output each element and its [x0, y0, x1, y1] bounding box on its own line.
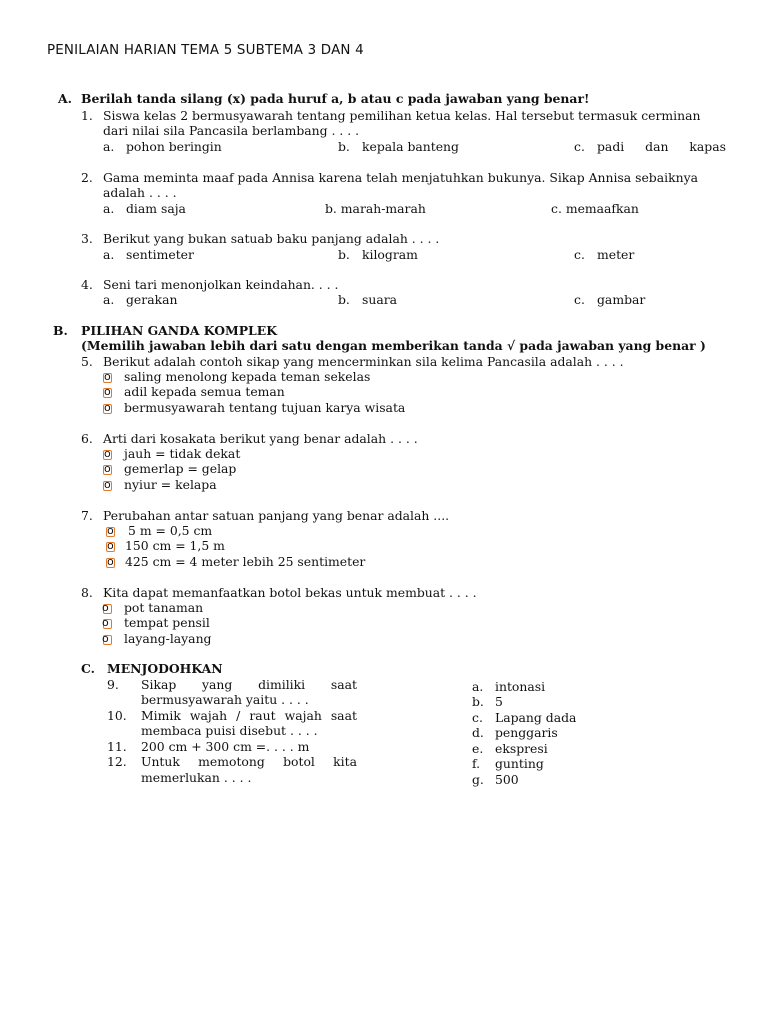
- word: /: [236, 708, 241, 723]
- question-text: Berikut yang bukan satuab baku panjang adalah . . . .: [103, 231, 440, 246]
- section-a-heading: Berilah tanda silang (x) pada huruf a, b atau c pada jawaban yang benar!: [81, 91, 590, 106]
- checkbox-option-text: saling menolong kepada teman sekelas: [124, 369, 371, 384]
- answer-text: penggaris: [495, 725, 558, 740]
- question-number: 5.: [81, 354, 93, 369]
- bullet-glyph: o: [104, 385, 111, 398]
- checkbox-option-text: 5 m = 0,5 cm: [128, 523, 213, 538]
- answer-key: e.: [472, 741, 484, 756]
- word: raut: [249, 708, 276, 723]
- bullet-glyph: o: [107, 539, 114, 552]
- option-key: c.: [574, 292, 585, 307]
- question-number: 8.: [81, 585, 93, 600]
- option-key: a.: [103, 201, 115, 216]
- answer-key: g.: [472, 772, 484, 787]
- bullet-glyph: o: [107, 555, 114, 568]
- section-c-label: C.: [81, 661, 95, 676]
- question-text: memerlukan . . . .: [141, 770, 252, 785]
- question-number: 4.: [81, 277, 93, 292]
- bullet-glyph: o: [104, 370, 111, 383]
- answer-key: b.: [472, 694, 484, 709]
- answer-key: c.: [472, 710, 483, 725]
- word: Mimik: [141, 708, 181, 723]
- question-number: 12.: [107, 754, 127, 769]
- section-b-label: B.: [53, 323, 68, 338]
- option-text: gambar: [597, 292, 646, 307]
- question-text: Siswa kelas 2 bermusyawarah tentang pemilihan ketua kelas. Hal tersebut termasuk cerminan: [103, 108, 701, 123]
- word: saat: [330, 677, 357, 692]
- word: saat: [330, 708, 357, 723]
- option-text: pohon beringin: [126, 139, 222, 154]
- question-text: bermusyawarah yaitu . . . .: [141, 692, 309, 707]
- section-c-heading: MENJODOHKAN: [107, 661, 223, 676]
- question-number: 10.: [107, 708, 127, 723]
- word: wajah: [189, 708, 228, 723]
- bullet-glyph: o: [102, 616, 109, 629]
- bullet-glyph: o: [104, 462, 111, 475]
- option-key: b.: [338, 139, 350, 154]
- question-text: adalah . . . .: [103, 185, 177, 200]
- word: kita: [333, 754, 357, 769]
- question-number: 9.: [107, 677, 119, 692]
- answer-key: d.: [472, 725, 484, 740]
- bullet-glyph: o: [104, 401, 111, 414]
- answer-text: 5: [495, 694, 503, 709]
- word: wajah: [284, 708, 322, 723]
- option-text: kilogram: [362, 247, 418, 262]
- bullet-glyph: o: [104, 447, 111, 460]
- option-key: a.: [103, 292, 115, 307]
- section-a-label: A.: [58, 91, 72, 106]
- question-text: membaca puisi disebut . . . .: [141, 723, 318, 738]
- option-text: kepala banteng: [362, 139, 459, 154]
- option-key: b.: [338, 292, 350, 307]
- checkbox-option-text: tempat pensil: [124, 615, 210, 630]
- option-text: sentimeter: [126, 247, 194, 262]
- bullet-glyph: o: [104, 478, 111, 491]
- checkbox-option-text: jauh = tidak dekat: [124, 446, 241, 461]
- bullet-glyph: o: [102, 601, 109, 614]
- option-text: meter: [597, 247, 635, 262]
- question-text-justified: [141, 754, 357, 769]
- answer-key: f.: [472, 756, 481, 771]
- question-text-justified: [141, 708, 357, 723]
- checkbox-option-text: gemerlap = gelap: [124, 461, 237, 476]
- checkbox-option-text: nyiur = kelapa: [124, 477, 217, 492]
- answer-text: gunting: [495, 756, 544, 771]
- question-number: 11.: [107, 739, 127, 754]
- word: Sikap: [141, 677, 177, 692]
- option-text: diam saja: [126, 201, 186, 216]
- option-key: c.: [574, 247, 585, 262]
- word: Untuk: [141, 754, 180, 769]
- word: memotong: [198, 754, 265, 769]
- option-key: c.: [574, 139, 585, 154]
- question-text: Berikut adalah contoh sikap yang mencerminkan sila kelima Pancasila adalah . . . .: [103, 354, 624, 369]
- question-number: 3.: [81, 231, 93, 246]
- answer-text: intonasi: [495, 679, 546, 694]
- question-text: Perubahan antar satuan panjang yang benar adalah ....: [103, 508, 450, 523]
- checkbox-option-text: pot tanaman: [124, 600, 204, 615]
- section-b-subheading: (Memilih jawaban lebih dari satu dengan memberikan tanda √ pada jawaban yang benar ): [81, 338, 706, 353]
- question-number: 6.: [81, 431, 93, 446]
- question-text: Gama meminta maaf pada Annisa karena telah menjatuhkan bukunya. Sikap Annisa sebaiknya: [103, 170, 698, 185]
- question-number: 7.: [81, 508, 93, 523]
- question-number: 1.: [81, 108, 93, 123]
- question-text: dari nilai sila Pancasila berlambang . . . .: [103, 123, 360, 138]
- answer-text: Lapang dada: [495, 710, 577, 725]
- checkbox-option-text: layang-layang: [124, 631, 212, 646]
- option-text: suara: [362, 292, 398, 307]
- checkbox-option-text: adil kepada semua teman: [124, 384, 285, 399]
- option-text: padi dan kapas: [597, 139, 726, 154]
- option-text: c. memaafkan: [551, 201, 639, 216]
- word: yang: [202, 677, 233, 692]
- word: botol: [283, 754, 315, 769]
- answer-text: 500: [495, 772, 519, 787]
- option-key: a.: [103, 139, 115, 154]
- checkbox-option-text: 425 cm = 4 meter lebih 25 sentimeter: [125, 554, 366, 569]
- page-title: PENILAIAN HARIAN TEMA 5 SUBTEMA 3 DAN 4: [47, 43, 364, 58]
- question-text: Seni tari menonjolkan keindahan. . . .: [103, 277, 339, 292]
- word: dimiliki: [258, 677, 306, 692]
- question-number: 2.: [81, 170, 93, 185]
- checkbox-option-text: 150 cm = 1,5 m: [125, 538, 225, 553]
- option-text: b. marah-marah: [325, 201, 426, 216]
- option-text: gerakan: [126, 292, 178, 307]
- bullet-glyph: o: [107, 524, 114, 537]
- answer-text: ekspresi: [495, 741, 548, 756]
- section-b-heading: PILIHAN GANDA KOMPLEK: [81, 323, 277, 338]
- option-text-padi-dan-kapas: [597, 139, 726, 154]
- answer-key: a.: [472, 679, 484, 694]
- question-text: 200 cm + 300 cm =. . . . m: [141, 739, 310, 754]
- option-key: a.: [103, 247, 115, 262]
- checkbox-option-text: bermusyawarah tentang tujuan karya wisata: [124, 400, 406, 415]
- option-key: b.: [338, 247, 350, 262]
- question-text-justified: [141, 677, 357, 692]
- bullet-glyph: o: [102, 632, 109, 645]
- question-text: Kita dapat memanfaatkan botol bekas untuk membuat . . . .: [103, 585, 477, 600]
- question-text: Arti dari kosakata berikut yang benar adalah . . . .: [103, 431, 418, 446]
